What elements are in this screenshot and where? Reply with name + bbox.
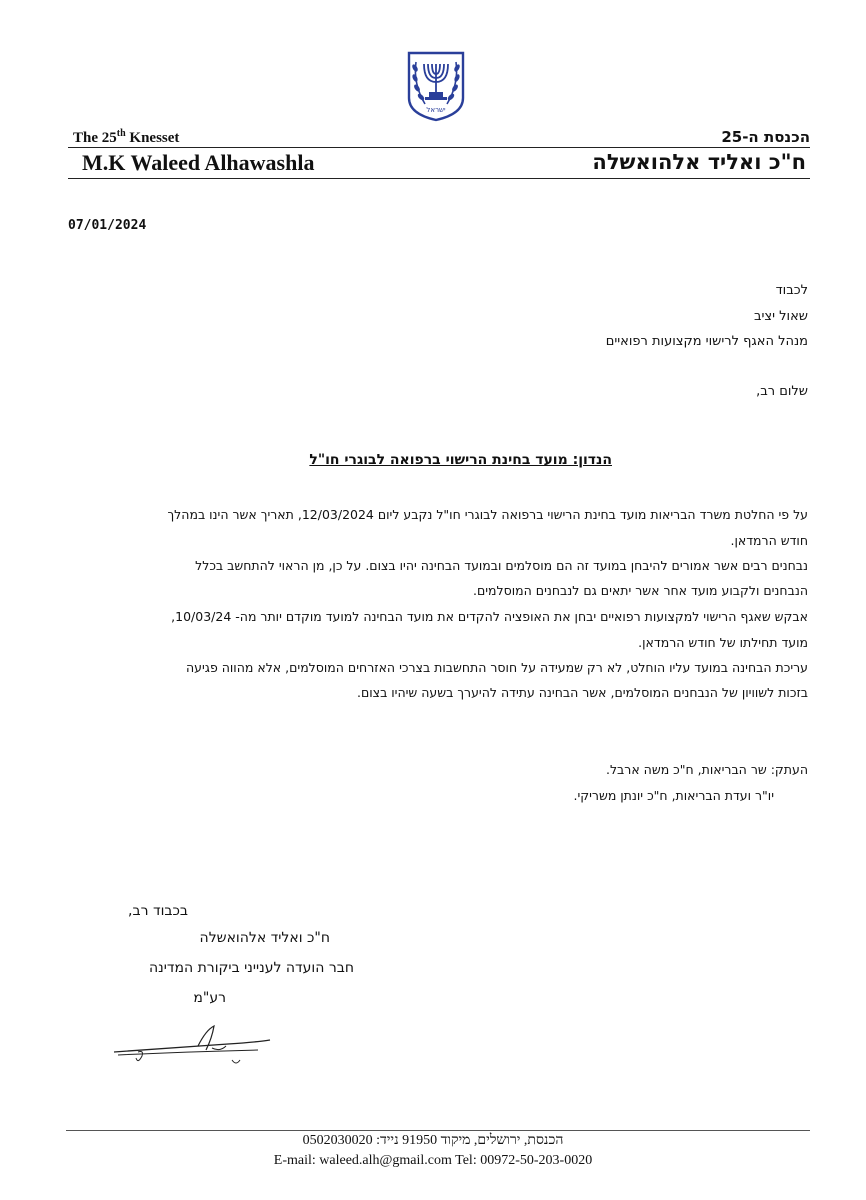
letter-date: 07/01/2024 (68, 218, 147, 233)
footer-address: הכנסת, ירושלים, מיקוד 91950 נייד: 0502030020 (302, 1133, 564, 1148)
body-line: נבחנים רבים אשר אמורים להיבחן במועד זה הם מוסלמים ובמועד הבחינה יהיו בצום. על כן, מן הראוי להתחשב בכלל (195, 558, 808, 573)
body-line: עריכת הבחינה במועד עליו הוחלט, לא רק שמעידה על חוסר התחשבות בצרכי האזרחים המוסלמים, אלא מהווה פגיעה (186, 660, 808, 675)
state-emblem-icon (405, 50, 467, 122)
header-divider-bottom (68, 178, 810, 179)
header-divider (68, 147, 810, 148)
subject-line: הנדון: מועד בחינת הרישוי ברפואה לבוגרי חו"ל (309, 452, 612, 468)
signature-role: חבר הועדה לענייני ביקורת המדינה (148, 960, 354, 976)
cc-line-1: העתק: שר הבריאות, ח"כ משה ארבל. (605, 762, 808, 777)
signature-name: ח"כ ואליד אלהואשלה (199, 930, 330, 946)
mk-name-english: M.K Waleed Alhawashla (82, 150, 315, 175)
body-line: אבקש שאגף הרישוי למקצועות רפואיים יבחן את האופציה להקדים את מועד הבחינה למועד מוקדם יותר מה- 10/03/24, (171, 609, 808, 624)
signature-closing: בכבוד רב, (128, 903, 188, 919)
mk-name-hebrew: ח"כ ואליד אלהואשלה (592, 150, 806, 174)
emblem-text: ישראל (426, 106, 446, 114)
footer-contact: E-mail: waleed.alh@gmail.com Tel: 00972-50-203-0020 (273, 1153, 593, 1168)
signature-party: רע"מ (193, 990, 226, 1006)
footer-divider (66, 1130, 810, 1131)
body-line: בזכות לשוויון של הנבחנים המוסלמים, אשר הבחינה עתידה להיערך בשעה שיהיו בצום. (356, 685, 808, 700)
recipient-honorific: לכבוד (775, 283, 808, 298)
handwritten-signature (108, 1022, 278, 1072)
body-line: הנבחנים ולקבוע מועד אחר אשר יתאים גם לנבחנים המוסלמים. (472, 583, 808, 598)
body-line: על פי החלטת משרד הבריאות מועד בחינת הרישוי ברפואה לבוגרי חו"ל נקבע ליום 12/03/2024, תאריך אשר הינו במהלך (167, 507, 808, 522)
greeting: שלום רב, (756, 384, 808, 399)
knesset-english: The 25th Knesset (73, 128, 180, 146)
recipient-title: מנהל האגף לרישוי מקצועות רפואיים (605, 334, 808, 349)
recipient-name: שאול יציב (753, 309, 808, 324)
body-line: מועד תחילתו של חודש הרמדאן. (638, 635, 808, 650)
knesset-hebrew: הכנסת ה-25 (721, 128, 810, 146)
body-line: חודש הרמדאן. (730, 533, 808, 548)
cc-line-2: יו"ר ועדת הבריאות, ח"כ יונתן משריקי. (573, 788, 774, 803)
